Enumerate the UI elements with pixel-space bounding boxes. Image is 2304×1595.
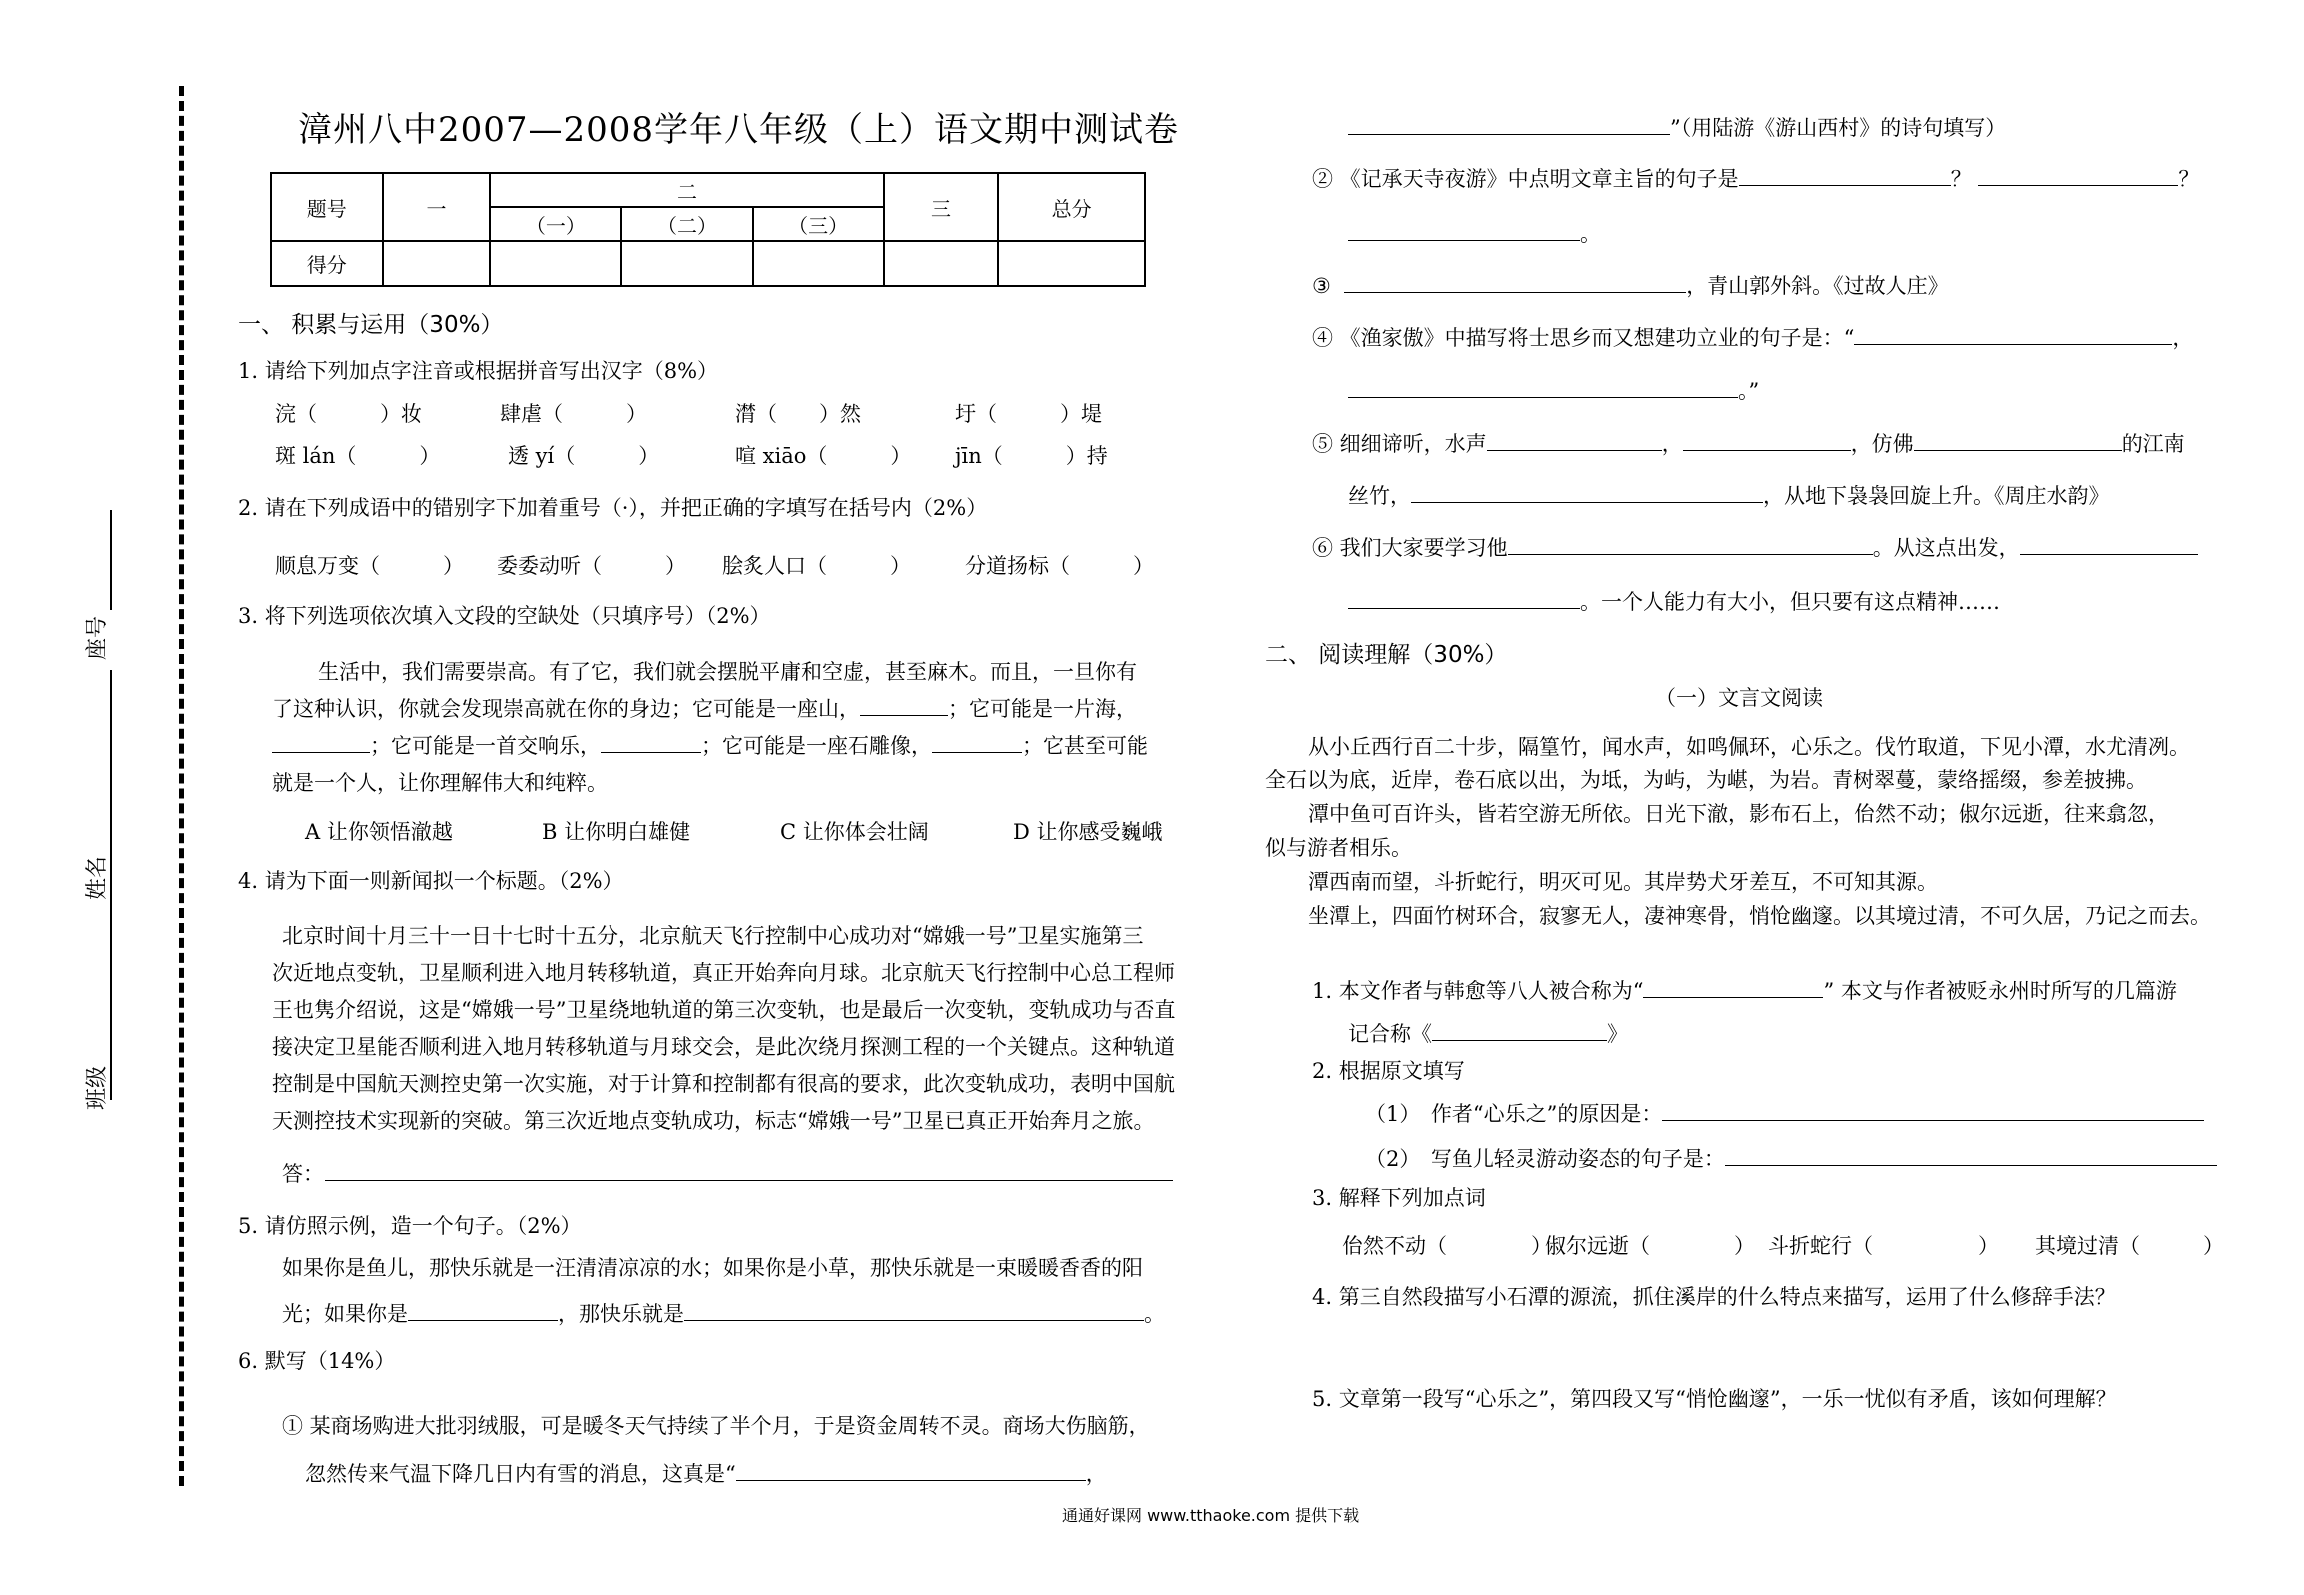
section-2-heading: 二、 阅读理解（30%） bbox=[1265, 642, 1508, 668]
rq3-prompt: 3. 解释下列加点词 bbox=[1312, 1186, 1486, 1210]
r4-comma: ， bbox=[2172, 326, 2194, 350]
r5-blank-4[interactable] bbox=[1411, 482, 1763, 503]
q3-text-2a: 了这种认识，你就会发现崇高就在你的身边；它可能是一座山， bbox=[272, 697, 860, 721]
rq3-item-4[interactable]: 其境过清（ ） bbox=[2035, 1234, 2224, 1258]
rq4-prompt: 4. 第三自然段描写小石潭的源流，抓住溪岸的什么特点来描写，运用了什么修辞手法？ bbox=[1312, 1285, 2116, 1309]
rq1-line-2 bbox=[1348, 1018, 1628, 1048]
th-total: 总分 bbox=[998, 173, 1145, 241]
q5-text-a: 光；如果你是 bbox=[282, 1302, 408, 1326]
r4-text: ④ 《渔家傲》中描写将士思乡而又想建功立业的句子是：“ bbox=[1312, 326, 1855, 350]
rq3-item-2[interactable]: 俶尔远逝（ ） bbox=[1545, 1234, 1755, 1258]
r6-blank-3[interactable] bbox=[1348, 588, 1580, 609]
q1-item-6[interactable]: 透 yí（ ） bbox=[508, 444, 660, 468]
subsection-classical-heading: （一）文言文阅读 bbox=[1655, 686, 1823, 710]
q1-item-3[interactable]: 潸（ ）然 bbox=[735, 402, 861, 426]
q4-news-line-4: 接决定卫星能否顺利进入地月转移轨道与月球交会，是此次绕月探测工程的一个关键点。这种轨道 bbox=[272, 1035, 1175, 1059]
r2-end: 。 bbox=[1580, 222, 1601, 246]
q3-option-b: B 让你明白雄健 bbox=[542, 820, 691, 844]
class-label: 班级 bbox=[85, 1065, 110, 1110]
r6-blank-2[interactable] bbox=[2020, 534, 2198, 555]
q1-item-8[interactable]: jīn（ ）持 bbox=[955, 444, 1108, 468]
r4-line-1 bbox=[1312, 322, 2193, 352]
q4-news-line-5: 控制是中国航天测控史第一次实施，对于计算和控制都有很高的要求，此次变轨成功，表明中国航 bbox=[272, 1072, 1175, 1096]
q3-blank-1[interactable] bbox=[860, 695, 948, 716]
score-table bbox=[270, 172, 1146, 287]
passage-line-2: 全石以为底，近岸，卷石底以出，为坻，为屿，为嵁，为岩。青树翠蔓，蒙络摇缀，参差披拂。 bbox=[1265, 768, 2147, 792]
passage-line-4: 似与游者相乐。 bbox=[1265, 836, 1412, 860]
r5-text-a: ⑤ 细细谛听，水声 bbox=[1312, 432, 1487, 456]
binding-dashed-line bbox=[179, 86, 184, 1486]
r5-line-1 bbox=[1312, 428, 2185, 458]
passage-line-3: 潭中鱼可百许头，皆若空游无所依。日光下澈，影布石上，佁然不动；俶尔远逝，往来翕忽， bbox=[1308, 802, 2169, 826]
q4-news-line-6: 天测控技术实现新的突破。第三次近地点变轨成功，标志“嫦娥一号”卫星已真正开始奔月之旅。 bbox=[272, 1109, 1155, 1133]
q5-prompt: 5. 请仿照示例，造一个句子。（2%） bbox=[238, 1214, 582, 1238]
r3-num: ③ bbox=[1312, 274, 1331, 298]
q1-item-2[interactable]: 肆虐（ ） bbox=[500, 402, 647, 426]
rq2-prompt: 2. 根据原文填写 bbox=[1312, 1059, 1465, 1083]
q6-text-1b: 忽然传来气温下降几日内有雪的消息，这真是“ bbox=[305, 1462, 736, 1486]
r3-tail: ，青山郭外斜。《过故人庄》 bbox=[1686, 274, 1949, 298]
q4-prompt: 4. 请为下面一则新闻拟一个标题。（2%） bbox=[238, 869, 624, 893]
q2-item-2[interactable]: 委委动听（ ） bbox=[497, 554, 686, 578]
q6-item-1-line-2 bbox=[305, 1458, 1107, 1488]
r6-line-2 bbox=[1348, 586, 2000, 616]
r3-blank[interactable] bbox=[1344, 272, 1686, 293]
q6-text-1c: ， bbox=[1085, 1462, 1107, 1486]
r2-line-1 bbox=[1312, 163, 2199, 193]
r5-text-d: 的江南 bbox=[2121, 432, 2185, 456]
r4-line-2 bbox=[1348, 375, 1759, 405]
q3-text-2b: ；它可能是一片海， bbox=[948, 697, 1137, 721]
r2-text: ② 《记承天寺夜游》中点明文章主旨的句子是 bbox=[1312, 167, 1739, 191]
q5-blank-1[interactable] bbox=[408, 1300, 558, 1321]
th-one: 一 bbox=[383, 173, 491, 241]
r2-blank-3[interactable] bbox=[1348, 220, 1580, 241]
rq1-text-a: 1. 本文作者与韩愈等八人被合称为“ bbox=[1312, 979, 1644, 1003]
page-title: 漳州八中2007—2008学年八年级（上）语文期中测试卷 bbox=[298, 110, 1180, 150]
th-two-3: （三） bbox=[753, 207, 884, 241]
footer-credit: 通通好课网 www.tthaoke.com 提供下载 bbox=[1062, 1506, 1360, 1525]
r4-blank-1[interactable] bbox=[1854, 324, 2172, 345]
rq3-item-1[interactable]: 佁然不动（ ） bbox=[1342, 1234, 1552, 1258]
q3-para-line-1: 生活中，我们需要崇高。有了它，我们就会摆脱平庸和空虚，甚至麻木。而且，一旦你有 bbox=[318, 660, 1137, 684]
r5-blank-2[interactable] bbox=[1683, 430, 1851, 451]
seat-label: 座号 bbox=[85, 615, 110, 660]
r2-q1: ？ bbox=[1950, 167, 1972, 191]
q6-item-1-line-1: ① 某商场购进大批羽绒服，可是暖冬天气持续了半个月，于是资金周转不灵。商场大伤脑筋， bbox=[282, 1414, 1150, 1438]
r5-text-e: 丝竹， bbox=[1348, 484, 1411, 508]
rq1-text-d: 》 bbox=[1607, 1022, 1628, 1046]
q1-prompt: 1. 请给下列加点字注音或根据拼音写出汉字（8%） bbox=[238, 359, 719, 383]
r5-text-b: ， bbox=[1661, 432, 1683, 456]
q2-prompt: 2. 请在下列成语中的错别字下加着重号（·），并把正确的字填写在括号内（2%） bbox=[238, 496, 988, 520]
th-tihao: 题号 bbox=[271, 173, 383, 241]
q3-para-line-4: 就是一个人，让你理解伟大和纯粹。 bbox=[272, 771, 608, 795]
score-cell-2-1[interactable] bbox=[490, 241, 621, 286]
q6-blank-1[interactable] bbox=[736, 1460, 1086, 1481]
q3-option-a: A 让你领悟澈越 bbox=[305, 820, 453, 844]
r2-line-2 bbox=[1348, 218, 1601, 248]
q2-item-4[interactable]: 分道扬标（ ） bbox=[965, 554, 1154, 578]
r6-blank-1[interactable] bbox=[1508, 534, 1873, 555]
q5-text-b: ，那快乐就是 bbox=[558, 1302, 684, 1326]
q5-example-line-1: 如果你是鱼儿，那快乐就是一汪清清凉凉的水；如果你是小草，那快乐就是一束暖暖香香的阳 bbox=[282, 1256, 1143, 1280]
rq3-item-3[interactable]: 斗折蛇行（ ） bbox=[1768, 1234, 1999, 1258]
q3-text-3c: ；它甚至可能 bbox=[1022, 734, 1148, 758]
score-cell-total[interactable] bbox=[998, 241, 1145, 286]
q1-item-1[interactable]: 浣（ ）妆 bbox=[275, 402, 422, 426]
r6-text-b: 。从这点出发， bbox=[1872, 536, 2020, 560]
q3-option-c: C 让你体会壮阔 bbox=[780, 820, 929, 844]
rq2-blank-2[interactable] bbox=[1725, 1145, 2217, 1166]
q1-item-5[interactable]: 斑 lán（ ） bbox=[275, 444, 441, 468]
score-cell-1[interactable] bbox=[383, 241, 491, 286]
rq2-item-2 bbox=[1365, 1143, 2217, 1173]
seat-blank[interactable] bbox=[110, 510, 112, 610]
q3-blank-2[interactable] bbox=[272, 732, 370, 753]
q5-text-c: 。 bbox=[1144, 1302, 1165, 1326]
name-blank[interactable] bbox=[110, 670, 112, 880]
class-blank[interactable] bbox=[110, 880, 112, 1100]
rq1-text-c: 记合称《 bbox=[1348, 1022, 1432, 1046]
rq1-blank-2[interactable] bbox=[1432, 1020, 1607, 1041]
r2-q2: ？ bbox=[2178, 167, 2200, 191]
q3-option-d: D 让你感受巍峨 bbox=[1013, 820, 1163, 844]
q3-para-line-2 bbox=[272, 693, 1137, 723]
r4-blank-2[interactable] bbox=[1348, 377, 1738, 398]
q4-news-line-1: 北京时间十月三十一日十七时十五分，北京航天飞行控制中心成功对“嫦娥一号”卫星实施第三 bbox=[282, 924, 1144, 948]
passage-line-1: 从小丘西行百二十步，隔篁竹，闻水声，如鸣佩环，心乐之。伐竹取道，下见小潭，水尤清冽。 bbox=[1308, 735, 2190, 759]
rq5-prompt: 5. 文章第一段写“心乐之”，第四段又写“悄怆幽邃”，一乐一忧似有矛盾，该如何理解？ bbox=[1312, 1387, 2117, 1411]
q2-item-1[interactable]: 顺息万变（ ） bbox=[275, 554, 464, 578]
q3-text-3a: ；它可能是一首交响乐， bbox=[370, 734, 601, 758]
th-two-1: （一） bbox=[490, 207, 621, 241]
r5-blank-1[interactable] bbox=[1487, 430, 1662, 451]
passage-line-5: 潭西南而望，斗折蛇行，明灭可见。其岸势犬牙差互，不可知其源。 bbox=[1308, 870, 1938, 894]
passage-line-6: 坐潭上，四面竹树环合，寂寥无人，凄神寒骨，悄怆幽邃。以其境过清，不可久居，乃记之而去。 bbox=[1308, 904, 2211, 928]
rq2-1-text: （1） 作者“心乐之”的原因是： bbox=[1365, 1102, 1663, 1126]
q4-news-line-2: 次近地点变轨，卫星顺利进入地月转移轨道，真正开始奔向月球。北京航天飞行控制中心总工程师 bbox=[272, 961, 1175, 985]
q3-prompt: 3. 将下列选项依次填入文段的空缺处（只填序号）（2%） bbox=[238, 604, 771, 628]
q1-item-4[interactable]: 圩（ ）堤 bbox=[955, 402, 1102, 426]
q2-item-3[interactable]: 脍炙人口（ ） bbox=[722, 554, 911, 578]
q4-answer-label: 答： bbox=[282, 1162, 324, 1186]
q4-answer-line[interactable] bbox=[325, 1180, 1173, 1181]
th-two: 二 bbox=[490, 173, 883, 207]
r4-end: 。” bbox=[1738, 379, 1760, 403]
r5-line-2 bbox=[1348, 480, 2110, 510]
q1-item-7[interactable]: 喧 xiāo（ ） bbox=[735, 444, 912, 468]
q5-example-line-2 bbox=[282, 1298, 1165, 1328]
score-cell-3[interactable] bbox=[884, 241, 999, 286]
q3-text-3b: ；它可能是一座石雕像， bbox=[701, 734, 932, 758]
score-cell-2-3[interactable] bbox=[753, 241, 884, 286]
r6-text-a: ⑥ 我们大家要学习他 bbox=[1312, 536, 1508, 560]
rq1-line-1 bbox=[1312, 975, 2177, 1005]
q5-blank-2[interactable] bbox=[684, 1300, 1144, 1321]
r1-blank[interactable] bbox=[1348, 114, 1670, 135]
q6-prompt: 6. 默写（14%） bbox=[238, 1349, 396, 1373]
q3-blank-4[interactable] bbox=[932, 732, 1022, 753]
row-score-label: 得分 bbox=[271, 241, 383, 286]
r1-line bbox=[1348, 112, 2006, 142]
r6-line-1 bbox=[1312, 532, 2198, 562]
rq2-blank-1[interactable] bbox=[1662, 1100, 2204, 1121]
rq2-item-1 bbox=[1365, 1098, 2204, 1128]
q3-para-line-3 bbox=[272, 730, 1148, 760]
r5-text-c: ，仿佛 bbox=[1850, 432, 1914, 456]
rq1-text-b: ” 本文与作者被贬永州时所写的几篇游 bbox=[1823, 979, 2177, 1003]
r5-blank-3[interactable] bbox=[1914, 430, 2122, 451]
r1-tail: ”（用陆游《游山西村》的诗句填写） bbox=[1670, 116, 2007, 140]
r2-blank-1[interactable] bbox=[1739, 165, 1951, 186]
section-1-heading: 一、 积累与运用（30%） bbox=[238, 312, 504, 338]
r3-line bbox=[1312, 270, 1949, 300]
rq2-2-text: （2） 写鱼儿轻灵游动姿态的句子是： bbox=[1365, 1147, 1725, 1171]
q4-news-line-3: 王也隽介绍说，这是“嫦娥一号”卫星绕地轨道的第三次变轨，也是最后一次变轨，变轨成功与否直 bbox=[272, 998, 1176, 1022]
r2-blank-2[interactable] bbox=[1978, 165, 2178, 186]
th-three: 三 bbox=[884, 173, 999, 241]
th-two-2: （二） bbox=[621, 207, 752, 241]
q3-blank-3[interactable] bbox=[601, 732, 701, 753]
rq1-blank-1[interactable] bbox=[1643, 977, 1823, 998]
r5-text-f: ，从地下袅袅回旋上升。《周庄水韵》 bbox=[1763, 484, 2110, 508]
score-cell-2-2[interactable] bbox=[621, 241, 752, 286]
name-label: 姓名 bbox=[85, 855, 110, 900]
r6-text-c: 。一个人能力有大小，但只要有这点精神…… bbox=[1580, 590, 2000, 614]
